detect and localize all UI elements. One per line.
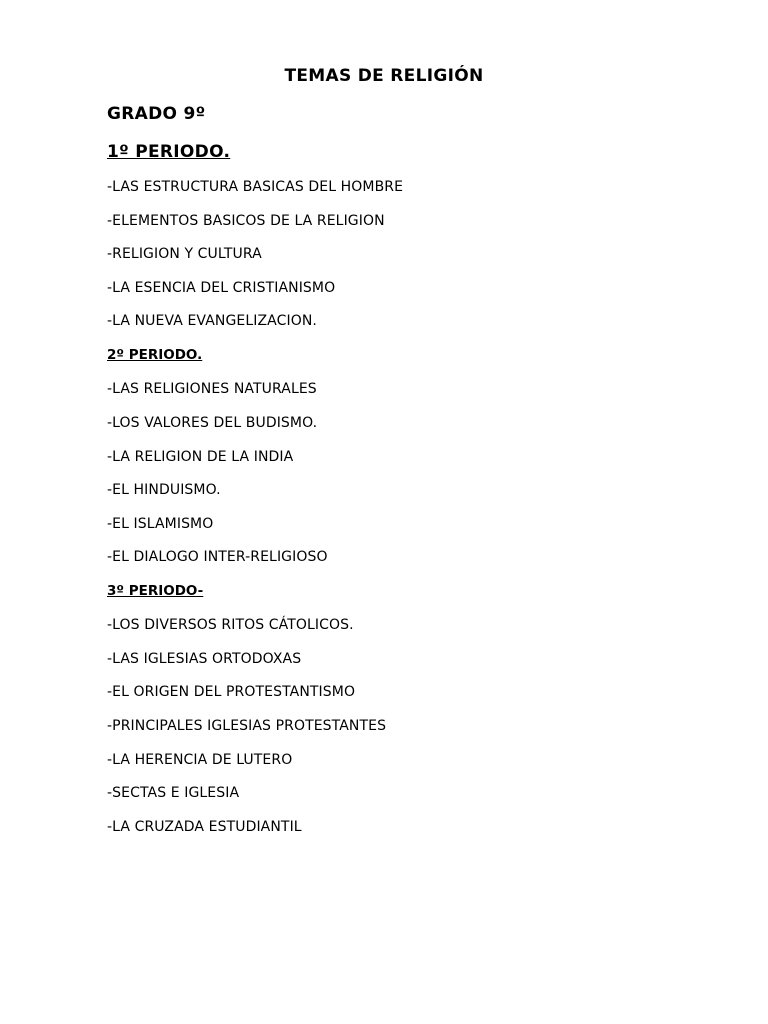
- list-item: -RELIGION Y CULTURA: [107, 246, 262, 262]
- list-item: -LA NUEVA EVANGELIZACION.: [107, 313, 317, 329]
- list-item: -SECTAS E IGLESIA: [107, 785, 240, 801]
- list-item: -LA RELIGION DE LA INDIA: [107, 449, 294, 465]
- list-item: -EL DIALOGO INTER-RELIGIOSO: [107, 549, 328, 565]
- document-title: TEMAS DE RELIGIÓN: [284, 66, 484, 86]
- period-1-heading: 1º PERIODO.: [107, 142, 231, 162]
- list-item: -LA CRUZADA ESTUDIANTIL: [107, 819, 302, 835]
- list-item: -EL ORIGEN DEL PROTESTANTISMO: [107, 684, 356, 700]
- list-item: -LOS DIVERSOS RITOS CÁTOLICOS.: [107, 617, 354, 633]
- list-item: -LAS IGLESIAS ORTODOXAS: [107, 651, 302, 667]
- grade-heading: GRADO 9º: [107, 104, 206, 124]
- period-3-heading: 3º PERIODO-: [107, 583, 204, 599]
- list-item: -LA HERENCIA DE LUTERO: [107, 752, 293, 768]
- list-item: -EL ISLAMISMO: [107, 516, 214, 532]
- list-item: -PRINCIPALES IGLESIAS PROTESTANTES: [107, 718, 387, 734]
- period-2-heading: 2º PERIODO.: [107, 347, 203, 363]
- list-item: -LAS RELIGIONES NATURALES: [107, 381, 317, 397]
- list-item: -LA ESENCIA DEL CRISTIANISMO: [107, 280, 336, 296]
- list-item: -LAS ESTRUCTURA BASICAS DEL HOMBRE: [107, 179, 404, 195]
- list-item: -LOS VALORES DEL BUDISMO.: [107, 415, 318, 431]
- list-item: -EL HINDUISMO.: [107, 482, 221, 498]
- list-item: -ELEMENTOS BASICOS DE LA RELIGION: [107, 213, 385, 229]
